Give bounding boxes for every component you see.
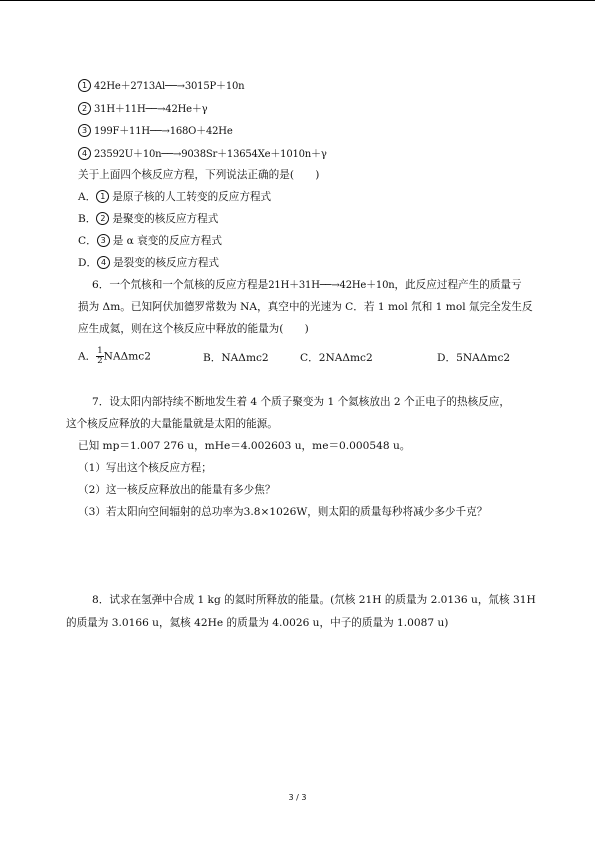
q5-option-a[interactable] [78,190,271,204]
q6-text: ，此反应过程产生的质量亏 [394,279,522,291]
circled-number: 4 [78,147,91,160]
circled-number: 4 [97,256,110,269]
option-letter: A． [78,350,97,363]
fraction-denominator: 2 [97,356,103,366]
circled-number: 3 [78,124,91,137]
reaction-1 [78,79,244,94]
q7-sub-1: （1）写出这个核反应方程； [78,462,212,474]
q6-option-d[interactable]: D．5NAΔmc2 [437,352,511,364]
q7-line-3: 已知 mp＝1.007 276 u，mHe＝4.002603 u，me＝0.000548 u。 [78,440,411,452]
q6-line-2: 损为 Δm。已知阿伏加德罗常数为 NA，真空中的光速为 C．若 1 mol 氘和 1 mol 氚完全发生反 [78,301,533,313]
option-text: NAΔmc2 [103,350,151,363]
fraction-one-half [96,347,103,366]
q6-line-1 [92,278,522,293]
option-text: 是 α 衰变的反应方程式 [112,235,222,247]
circled-number: 3 [97,234,110,247]
option-letter: C． [78,235,97,247]
reaction-2 [78,102,207,117]
q6-equation: 21H＋31H──→42He＋10n [268,280,395,291]
option-text: 是原子核的人工转变的反应方程式 [112,191,272,203]
option-text: 是聚变的核反应方程式 [112,213,219,225]
circled-number: 2 [96,212,109,225]
q7-line-1: 7．设太阳内部持续不断地发生着 4 个质子聚变为 1 个氦核放出 2 个正电子的热核反应， [92,396,510,408]
option-letter: A． [78,191,97,203]
reaction-equation: 42He＋2713Al──→3015P＋10n [94,81,245,92]
q6-text: 6．一个氘核和一个氚核的反应方程是 [92,279,269,291]
circled-number: 1 [96,190,109,203]
q5-stem: 关于上面四个核反应方程，下列说法正确的是( ) [78,169,320,181]
q7-sub-3: （3）若太阳向空间辐射的总功率为3.8×1026W，则太阳的质量每秒将减少多少千克？ [78,506,488,518]
q7-sub-2: （2）这一核反应释放出的能量有多少焦？ [78,484,276,496]
page-number: 3 / 3 [288,793,307,802]
reaction-equation: 31H＋11H──→42He＋γ [94,104,208,115]
q6-option-b[interactable]: B．NAΔmc2 [203,352,269,364]
option-text: 是裂变的核反应方程式 [113,257,220,269]
reaction-equation: 23592U＋10n──→9038Sr＋13654Xe＋1010n＋γ [94,149,327,160]
reaction-3 [78,124,233,139]
top-border-line [0,0,595,1]
fraction-numerator: 1 [97,346,103,356]
circled-number: 2 [78,102,91,115]
q5-option-c[interactable] [78,234,222,248]
q6-option-a[interactable] [78,347,151,366]
q7-line-2: 这个核反应释放的大量能量就是太阳的能源。 [66,418,278,430]
q8-line-2: 的质量为 3.0166 u，氦核 42He 的质量为 4.0026 u，中子的质量为 1.0087 u) [66,617,449,629]
circled-number: 1 [78,79,91,92]
option-letter: B． [78,213,97,225]
reaction-4 [78,147,327,162]
q5-option-b[interactable] [78,212,218,226]
option-letter: D． [78,257,98,269]
q6-option-c[interactable]: C．2NAΔmc2 [300,352,373,364]
q5-option-d[interactable] [78,256,219,270]
reaction-equation: 199F＋11H──→168O＋42He [94,126,233,137]
q6-line-3: 应生成氦，则在这个核反应中释放的能量为( ) [78,323,309,335]
q8-line-1: 8．试求在氢弹中合成 1 kg 的氦时所释放的能量。(氘核 21H 的质量为 2.0136 u，氚核 31H [92,594,536,606]
